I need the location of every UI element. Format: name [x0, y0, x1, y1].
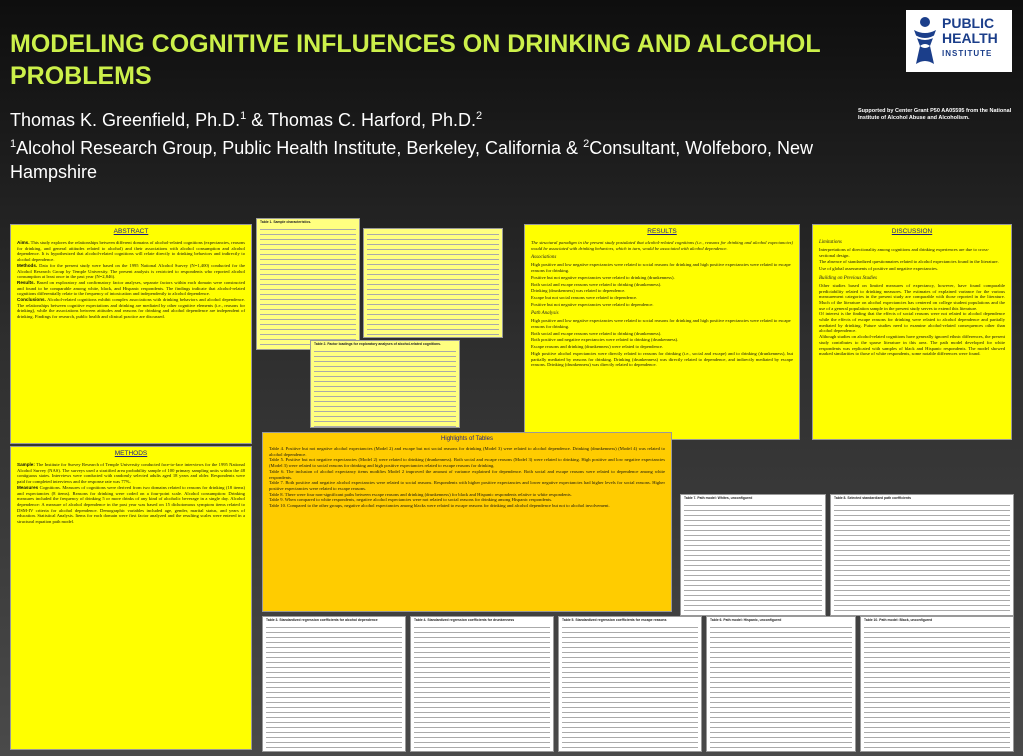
- table-10-grid: [864, 623, 1010, 752]
- methods-measures: [17, 485, 245, 525]
- poster-authors: [10, 104, 860, 184]
- abstract-methods-label: Methods.: [17, 262, 38, 268]
- methods-measures-text: Cognitions. Measures of cognitions were derived from two domains related to reasons for drinking (18 items) and expectancies (8 items). Reasons for drinking were coded on a four-point scale. Alcohol consumption: Drinking measures included the frequency of drinking 5 or more drinks of any kind of alcoholic beverage in a single day. Alcohol dependence: A measure of alcohol dependence in the past year was based on 15 dichotomous symptom items related to DSM-IV criteria for alcohol dependence. Demographic variables included age, gender, marital status, and years of education. Statistical Analysis. Items for each domain were first factor analyzed and the resulting scales were entered in a structural equation path model.: [17, 484, 245, 525]
- methods-measures-label: Measures: [17, 484, 39, 490]
- table-10-caption: Table 10. Path model: Black, unconfigured: [864, 618, 933, 622]
- highlight-3: Table 6. The inclusion of alcohol expectancy items modifies Model 2 improved the amount of variance explained for dependence. Both social and escape reasons were related to dependence among white respondents.: [269, 468, 665, 480]
- public-health-institute-logo: [906, 10, 1012, 72]
- highlight-5: Table 8. There were four non-significant paths between escape reasons and drinking (drunkenness) for black and Hispanic respondents relative to white respondents.: [269, 491, 572, 497]
- author-sup-2: 2: [475, 110, 483, 122]
- table-3-caption: Table 3. Standardized regression coefficients for alcohol dependence: [266, 618, 378, 622]
- abstract-methods-text: Data for the present study were based on the 1995 National Alcohol Survey (N=1,400) conducted for the Alcohol Research Group by Temple University. The present analysis is restricted to respondents who reported alcohol consumption at least once in the past year (N=2,846).: [17, 262, 245, 280]
- results-intro: The structural paradigm in the present study postulated that alcohol-related cognitions (i.e., reasons for drinking and alcohol expectancies) would be associated with drinking behaviors, which in turn, would be associated with alcohol dependence.: [531, 240, 793, 251]
- affil-sup-1: 1: [10, 138, 17, 150]
- author-sup-1: 1: [240, 110, 247, 122]
- table-7: [680, 494, 826, 616]
- poster-title: MODELING COGNITIVE INFLUENCES ON DRINKING AND ALCOHOL PROBLEMS: [10, 30, 821, 90]
- abstract-panel: [10, 224, 252, 444]
- abstract-conclusions-text: Alcohol-related cognitions exhibit complex associations with drinking behaviors and alcohol dependence. The relationships between cognitive expectations and drinking are mediated by other cognitive elements (i.e., reasons for drinking), while the associations between attitudes and reasons for drinking and alcohol dependence are independent of drinking. Findings for research, public health and clinical practice are discussed.: [17, 297, 245, 320]
- results-panel: [524, 224, 800, 440]
- discussion-limit-3: Use of global assessments of positive and negative expectancies.: [819, 266, 939, 272]
- results-path-2: Both social and escape reasons were related to drinking (drunkenness).: [531, 330, 662, 336]
- results-path-1: High positive and low negative expectancies were related to social reasons for drinking and high positive expectancies were related to escape reasons for drinking.: [531, 318, 791, 330]
- table-4: [410, 616, 554, 752]
- table-7-grid: [684, 501, 822, 616]
- highlight-6: Table 9. When compared to white respondents, negative alcohol expectancies were not related to social reasons for drinking among Hispanic respondents.: [269, 497, 553, 503]
- table-5-grid: [562, 623, 698, 752]
- abstract-results: [17, 280, 245, 297]
- table-2: [310, 340, 460, 428]
- methods-sample-label: Sample:: [17, 462, 35, 467]
- results-assoc-2: Positive but not negative expectancies were related to drinking (drunkenness).: [531, 274, 675, 280]
- abstract-aims-text: This study explores the relationships between different domains of alcohol-related cognitions (expectancies, reasons for drinking, and general attitudes related to alcohol) and their associations with alcohol consumption and alcohol dependence. It is hypothesized that alcohol-related cognitions will relate directly to drinking behaviors and indirectly to alcohol dependence.: [17, 240, 245, 263]
- logo-line-2: HEALTH: [942, 30, 998, 46]
- table-2-caption: Table 2. Factor loadings for exploratory analyses of alcohol-related cognitions.: [314, 342, 441, 346]
- abstract-aims: [17, 240, 245, 263]
- table-8: [830, 494, 1014, 616]
- discussion-although: Although studies on alcohol-related cognitions have generally ignored ethnic differences, the present study contributes to the sparse literature in this area. The path model developed for white respondents was replicated with samples of black and Hispanic respondents. The model showed marked similarities to those of white respondents, some notable differences were found.: [819, 334, 1005, 357]
- highlight-4: Table 7. Both positive and negative alcohol expectancies were related to social reasons. Respondents with higher positive expectancies and lower negative expectancies had higher levels for social reasons. Higher positive expectancies were related to escape reasons.: [269, 480, 665, 491]
- abstract-methods: [17, 263, 245, 280]
- methods-sample: [17, 462, 245, 485]
- table-1: [256, 218, 360, 350]
- affiliation-1: Alcohol Research Group, Public Health Institute, Berkeley, California &: [16, 138, 584, 158]
- affiliation-2: Consultant, Wolfeboro, New Hampshire: [10, 138, 813, 182]
- logo-text: [942, 16, 1010, 61]
- table-4-grid: [414, 623, 550, 752]
- abstract-results-label: Results.: [17, 279, 35, 285]
- table-8-caption: Table 8. Selected standardized path coefficients: [834, 496, 912, 500]
- discussion-title: DISCUSSION: [891, 228, 933, 235]
- logo-figure-icon: [910, 16, 940, 66]
- discussion-interest: Of interest is the finding that the effects of social reasons were not related to alcohol dependence while the effects of escape reasons for drinking were related to alcohol dependence and partially mediated by drinking. Future studies need to examine alcohol-related consequences other than alcohol dependence.: [819, 311, 1005, 334]
- abstract-results-text: Based on exploratory and confirmatory factor analyses, separate factors within each domain were constructed and found to be comparable among white, black, and Hispanic respondents. The findings indicate that alcohol-related cognitions differentially relate to the frequency of intoxication and independently to alcohol dependence.: [17, 279, 245, 297]
- results-path-3: Both positive and negative expectancies were related to drinking (drunkenness).: [531, 337, 679, 343]
- table-5: [558, 616, 702, 752]
- table-2-grid: [314, 347, 456, 428]
- results-assoc-4: Drinking (drunkenness) was related to dependence.: [531, 288, 626, 294]
- abstract-conclusions-label: Conclusions.: [17, 297, 46, 303]
- affil-sup-2: 2: [583, 138, 590, 150]
- results-assoc-6: Positive but not negative expectancies were related to dependence.: [531, 301, 654, 307]
- results-associations-label: Associations: [531, 255, 557, 261]
- author-2: & Thomas C. Harford, Ph.D.: [246, 110, 476, 130]
- table-3-grid: [266, 623, 402, 752]
- discussion-previous-label: Building on Previous Studies: [819, 275, 878, 281]
- results-assoc-1: High positive and low negative expectancies were related to social reasons for drinking and high positive expectancies were related to escape reasons for drinking.: [531, 262, 791, 274]
- logo-line-1: PUBLIC: [942, 15, 995, 31]
- results-assoc-3: Both social and escape reasons were related to drinking (drunkenness).: [531, 281, 662, 287]
- table-5-caption: Table 5. Standardized regression coefficients for escape reasons: [562, 618, 667, 622]
- table-6-grid: [710, 623, 852, 752]
- table-10: [860, 616, 1014, 752]
- table-3: [262, 616, 406, 752]
- author-1: Thomas K. Greenfield, Ph.D.: [10, 110, 241, 130]
- table-4-caption: Table 4. Standardized regression coefficients for drunkenness: [414, 618, 515, 622]
- table-1-caption: Table 1. Sample characteristics.: [260, 220, 312, 224]
- abstract-title: ABSTRACT: [113, 228, 149, 235]
- table-6: [706, 616, 856, 752]
- table-1-grid: [260, 225, 356, 350]
- table-1b: [363, 228, 503, 338]
- abstract-aims-label: Aims.: [17, 240, 30, 245]
- discussion-limit-1: Interpretations of directionality among cognitions and drinking experiences are due to cross-sectional design.: [819, 247, 990, 258]
- highlights-title: Highlights of Tables: [441, 436, 493, 442]
- results-path-label: Path Analysis: [531, 311, 559, 317]
- highlight-7: Table 10. Compared to the other groups, negative alcohol expectancies among blacks were related to escape reasons for drinking and alcohol dependence but not to alcohol involvement.: [269, 503, 610, 509]
- discussion-panel: [812, 224, 1012, 440]
- highlights-panel: [262, 432, 672, 612]
- highlight-2: Table 5. Positive but not negative expectancies (Model 2) were related to drinking (drunkenness). Both social and escape reasons (Model 3) were related to drinking. High positive and low negative expectancies (Model 3) were related to social reasons for drinking and high positive expectancies related to escape reasons for drinking.: [269, 457, 665, 469]
- results-path-note: High positive alcohol expectancies were directly related to reasons for drinking (i.e., social and escape) and to drinking (drunkenness), but partially mediated by reasons for drinking. Drinking (drunkenness) was directly related to dependence, and indirectly mediated by escape reasons. Drinking (drunkenness) was directly related to dependence.: [531, 350, 793, 368]
- abstract-conclusions: [17, 297, 245, 320]
- methods-title: METHODS: [114, 450, 148, 457]
- discussion-limit-2: The absence of standardized questionnaires related to alcohol expectancies found in the literature.: [819, 259, 999, 265]
- table-8-grid: [834, 501, 1010, 616]
- highlight-1: Table 4. Positive but not negative alcohol expectancies (Model 2) and escape but not social reasons for drinking (Model 3) were related to alcohol dependence. Drinking (drunkenness) (Model 4) was related to alcohol dependence.: [269, 446, 665, 457]
- table-7-caption: Table 7. Path model: Whites, unconfigured: [684, 496, 753, 500]
- grant-support-note: Supported by Center Grant P50 AA05595 from the National Institute of Alcohol Abuse and Alcoholism.: [858, 108, 1012, 121]
- logo-line-3: INSTITUTE: [942, 49, 993, 58]
- methods-sample-text: The Institute for Survey Research of Temple University conducted face-to-face interviews for the 1995 National Alcohol Survey (NAS). The surveys used a stratified area probability sample of 100 primary sampling units within the 48 contiguous states. Interviews were conducted with randomly selected adults aged 18 years and older. Respondents were paid for completed interviews and the response rate was 77%.: [17, 462, 245, 485]
- methods-panel: [10, 446, 252, 750]
- results-assoc-5: Escape but not social reasons were related to dependence.: [531, 294, 638, 300]
- results-title: RESULTS: [647, 228, 677, 235]
- discussion-previous: Other studies based on limited measures of expectancy, however, have found comparable predictability related to drinking measures. The estimates of explained variance for the various measurement categories in the present study are comparable with those reported in the literature. Much of the literature on alcohol expectancies has centered on college student populations and the use of a general population sample in the present study serves to extend this literature.: [819, 282, 1005, 311]
- table-6-caption: Table 6. Path model: Hispanic, unconfigured: [710, 618, 782, 622]
- table-1b-grid: [367, 230, 499, 338]
- results-path-4: Escape reasons and drinking (drunkenness) were related to dependence.: [531, 344, 664, 350]
- discussion-limitations-label: Limitations: [819, 240, 842, 245]
